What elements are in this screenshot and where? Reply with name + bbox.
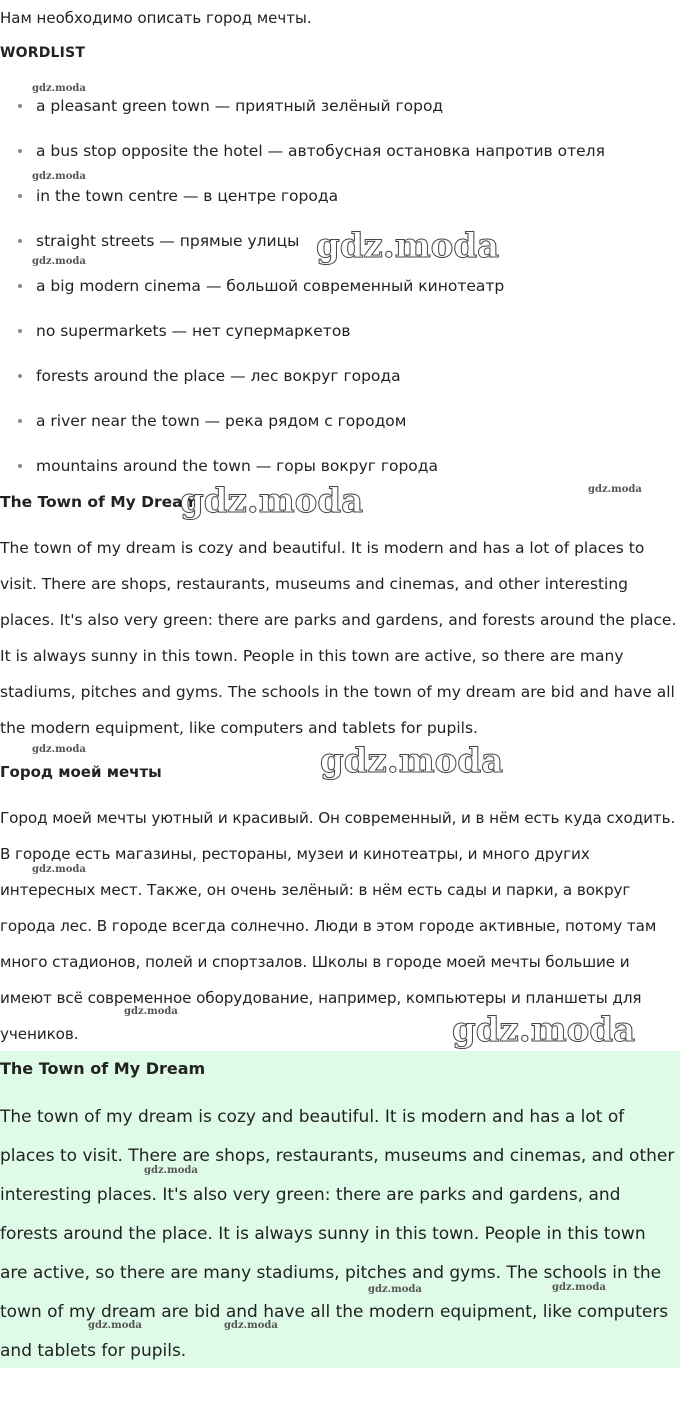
english-essay-text: The town of my dream is cozy and beautiful. It is modern and has a lot of places to visit. There are shops, restaurants, museums and cinemas, and other interesting places. It's also very green: there are parks and gardens, and forests around the place. It is always sunny in this town. People in this town are active, so there are many stadiums, pitches and gyms. The schools in the town of my dream are bid and have all the modern equipment, like computers and tablets for pupils.	[0, 539, 677, 737]
bullet-icon	[18, 194, 22, 198]
watermark-logo: gdz.moda	[452, 1010, 636, 1050]
bullet-icon	[18, 104, 22, 108]
watermark-logo: gdz.moda	[32, 864, 86, 875]
watermark-logo: gdz.moda	[588, 484, 642, 495]
watermark-logo: gdz.moda	[180, 481, 364, 521]
watermark-logo: gdz.moda	[32, 171, 86, 182]
watermark-logo: gdz.moda	[88, 1320, 142, 1331]
watermark-logo: gdz.moda	[32, 83, 86, 94]
list-item	[0, 174, 680, 219]
wordlist	[0, 84, 680, 489]
english-essay-title: The Town of My Dream	[0, 493, 199, 511]
bullet-icon	[18, 149, 22, 153]
answer-box-text: The town of my dream is cozy and beautiful. It is modern and has a lot of places to visit. There are shops, restaurants, museums and cinemas, and other interesting places. It's also very green: there are parks and gardens, and forests around the place. It is always sunny in this town. People in this town are active, so there are many stadiums, pitches and gyms. The schools in the town of my dream are bid and have all the modern equipment, like computers and tablets for pupils.	[0, 1107, 675, 1361]
list-item	[0, 399, 680, 444]
bullet-icon	[18, 329, 22, 333]
list-item-text: a river near the town — река рядом с городом	[36, 412, 407, 430]
list-item-text: a big modern cinema — большой современный кинотеатр	[36, 277, 505, 295]
list-item-text: no supermarkets — нет супермаркетов	[36, 322, 351, 340]
watermark-logo: gdz.moda	[320, 741, 504, 781]
bullet-icon	[18, 464, 22, 468]
watermark-logo: gdz.moda	[552, 1282, 606, 1293]
watermark-logo: gdz.moda	[368, 1284, 422, 1295]
watermark-logo: gdz.moda	[124, 1006, 178, 1017]
list-item	[0, 84, 680, 129]
watermark-logo: gdz.moda	[144, 1165, 198, 1176]
intro-text: Нам необходимо описать город мечты.	[0, 9, 312, 27]
watermark-logo: gdz.moda	[32, 256, 86, 267]
bullet-icon	[18, 374, 22, 378]
watermark-logo: gdz.moda	[316, 226, 500, 266]
list-item	[0, 309, 680, 354]
wordlist-heading: WORDLIST	[0, 45, 86, 61]
russian-essay-text: Город моей мечты уютный и красивый. Он современный, и в нём есть куда сходить. В городе есть магазины, рестораны, музеи и кинотеатры, и много других интересных мест. Также, он очень зелёный: в нём есть сады и парки, а вокруг города лес. В городе всегда солнечно. Люди в этом городе активные, потому там много стадионов, полей и спортзалов. Школы в городе моей мечты большие и имеют всё современное оборудование, например, компьютеры и планшеты для учеников.	[0, 809, 676, 1043]
list-item	[0, 354, 680, 399]
list-item	[0, 129, 680, 174]
answer-box-title: The Town of My Dream	[0, 1059, 206, 1078]
bullet-icon	[18, 419, 22, 423]
watermark-logo: gdz.moda	[32, 744, 86, 755]
list-item-text: straight streets — прямые улицы	[36, 232, 300, 250]
russian-essay-title: Город моей мечты	[0, 763, 162, 781]
bullet-icon	[18, 284, 22, 288]
list-item	[0, 219, 680, 264]
watermark-logo: gdz.moda	[224, 1320, 278, 1331]
list-item-text: in the town centre — в центре города	[36, 187, 339, 205]
list-item	[0, 444, 680, 489]
list-item	[0, 264, 680, 309]
list-item-text: mountains around the town — горы вокруг города	[36, 457, 439, 475]
list-item-text: a pleasant green town — приятный зелёный город	[36, 97, 444, 115]
list-item-text: a bus stop opposite the hotel — автобусная остановка напротив отеля	[36, 142, 605, 160]
list-item-text: forests around the place — лес вокруг города	[36, 367, 401, 385]
bullet-icon	[18, 239, 22, 243]
